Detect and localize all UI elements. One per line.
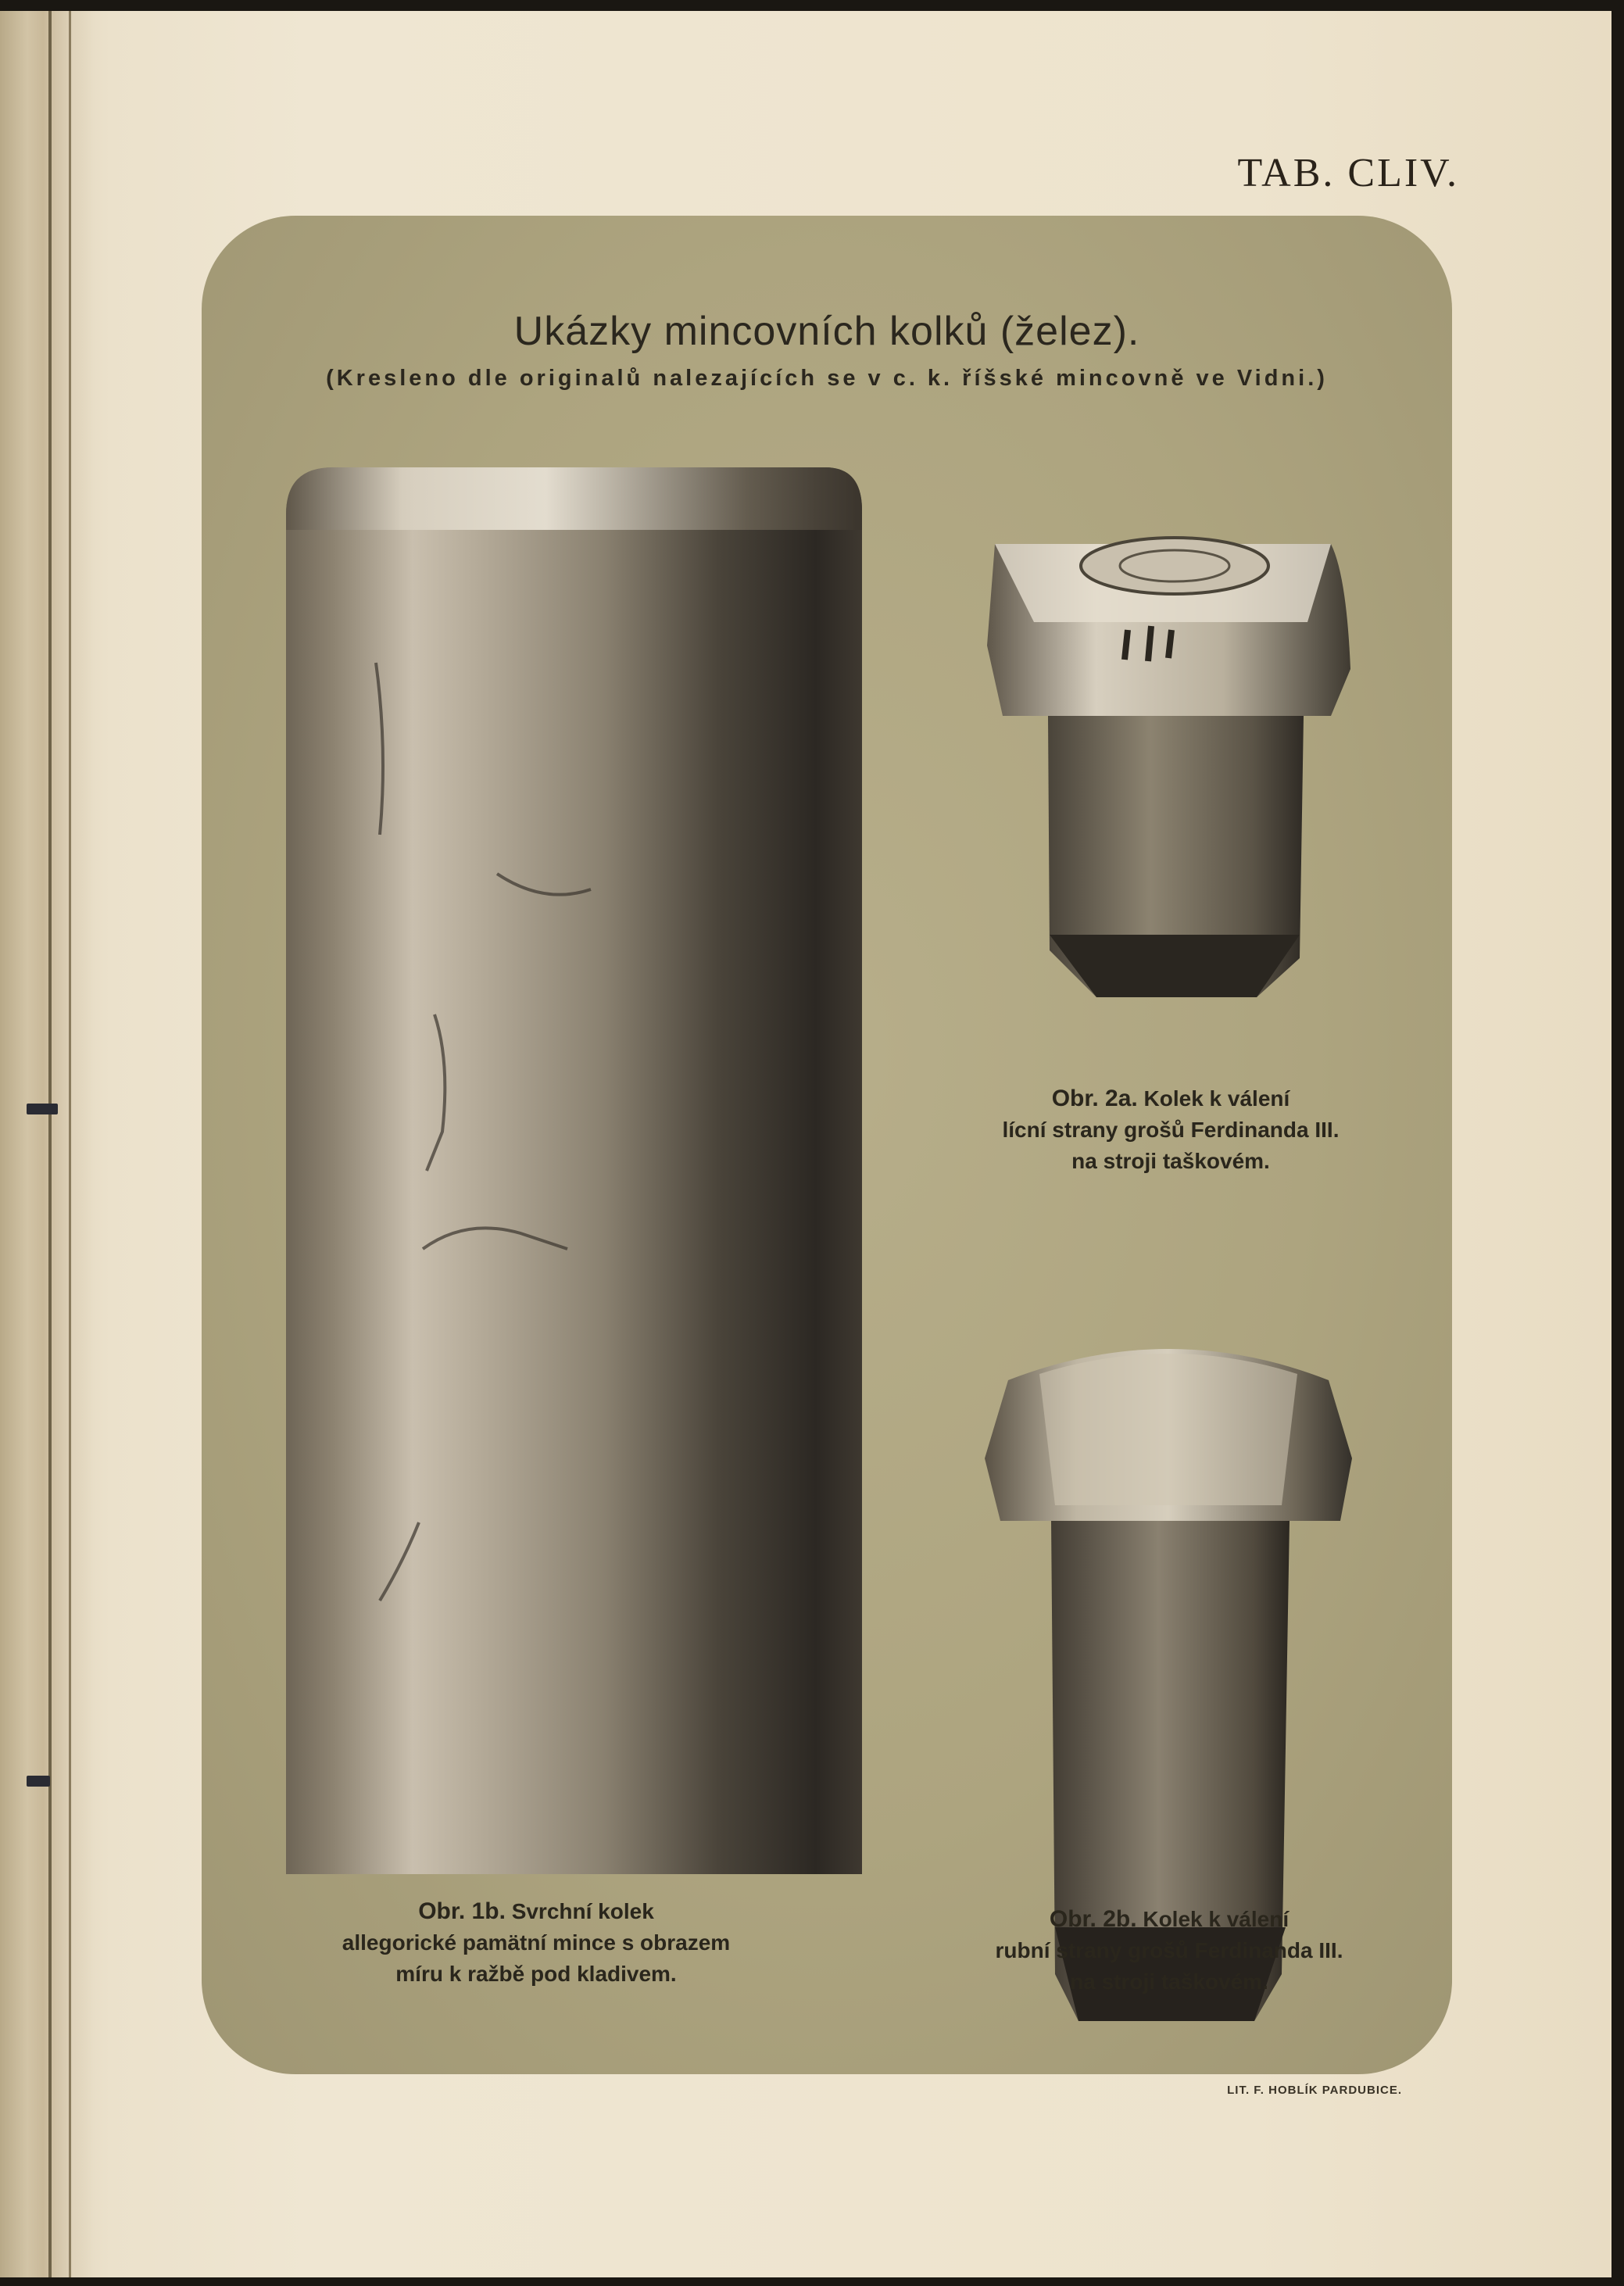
caption-line: Kolek k válení <box>1143 1086 1290 1111</box>
caption-line: na stroji taškovém. <box>1071 1149 1270 1173</box>
caption-line: rubní strany grošů Ferdinanda III. <box>995 1938 1343 1962</box>
figure-caption-2b <box>950 1904 1388 1998</box>
plate-number: TAB. CLIV. <box>1237 151 1459 195</box>
page-tab-marker <box>27 1104 58 1114</box>
binding-edge-line <box>48 11 52 2277</box>
binding-gutter <box>0 11 94 2277</box>
caption-line: allegorické pamätní mince s obrazem <box>342 1930 731 1955</box>
page-tab-marker <box>27 1776 50 1787</box>
caption-line: Svrchní kolek <box>511 1899 654 1923</box>
figure-caption-1b <box>278 1896 794 1990</box>
illustration-plate <box>202 216 1452 2074</box>
die-obverse-illustration <box>987 528 1350 1036</box>
figure-label: Obr. 2b. <box>1049 1906 1137 1932</box>
die-cylinder-illustration <box>286 467 862 1874</box>
book-page <box>0 11 1611 2277</box>
printer-imprint: LIT. F. HOBLÍK PARDUBICE. <box>1227 2084 1402 2097</box>
binding-edge-line <box>69 11 71 2277</box>
caption-line: na stroji taškovém. <box>1070 1969 1268 1994</box>
caption-line: Kolek k válení <box>1143 1907 1290 1931</box>
caption-line: lícní strany grošů Ferdinanda III. <box>1002 1118 1340 1142</box>
plate-title: Ukázky mincovních kolků (želez). <box>513 309 1140 354</box>
caption-line: míru k ražbě pod kladivem. <box>395 1962 677 1986</box>
figure-label: Obr. 2a. <box>1051 1086 1138 1111</box>
figure-caption-2a <box>983 1083 1358 1177</box>
figure-label: Obr. 1b. <box>418 1898 506 1924</box>
plate-subtitle: (Kresleno dle originalů nalezajících se v c. k. říšské mincovně ve Vidni.) <box>326 366 1328 391</box>
